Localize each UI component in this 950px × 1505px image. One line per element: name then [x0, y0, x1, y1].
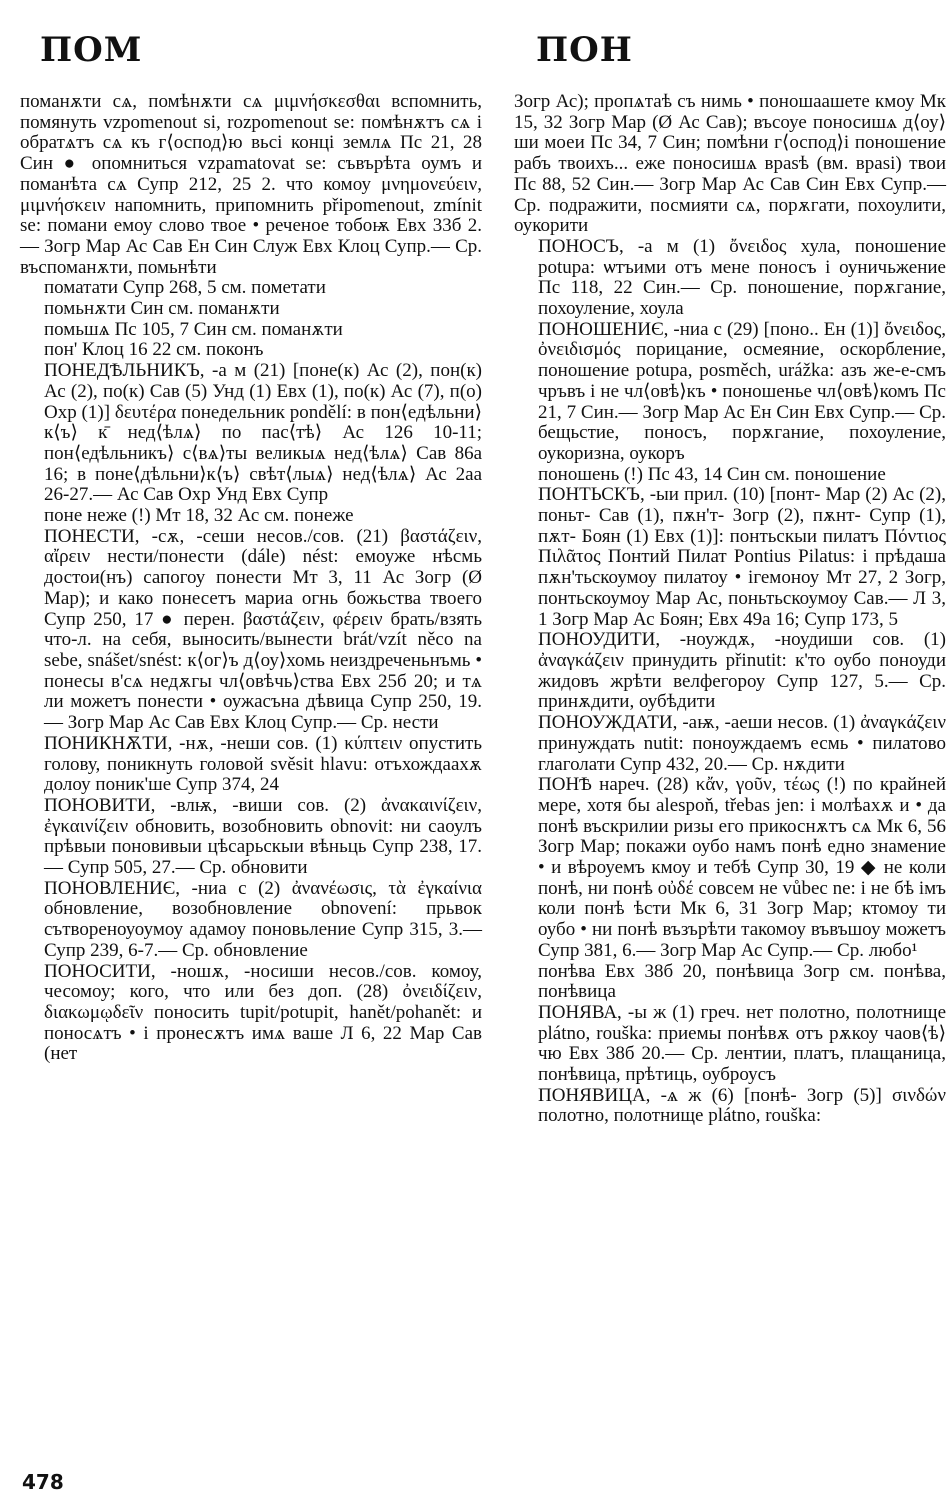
cross-ref-entry: поношень (!) Пс 43, 14 Син см. поношение: [538, 463, 886, 485]
running-head-right: ПОН: [536, 30, 633, 70]
entry: ПОНОУЖДАТИ, -аѭ, -аеши несов. (1) ἀναγκάζειν принуждать nutit: поноуждаемъ есмь • пилатово глаголати Супр 432, 20.— Ср. нѫдити: [538, 712, 946, 775]
entry: ПОНОШЕНИЄ, -ниа с (29) [поно.. Ен (1)] ὄνειδος, ὀνειδισμός порицание, осмеяние, оскорбление, поношение potupa, posměch, urážka: азъ же-е-смъ чръвъ і не чл⟨овѣ⟩къ • поношенье чл⟨овѣ⟩комъ Пс 21, 7 Син.— Зогр Мар Ас Ен Син Евх Супр.— Ср. бещьстие, поносъ, порѫгание, похоуление, оукоризна, оукоръ: [538, 318, 946, 464]
entry: ПОНѢ нареч. (28) κἄν, γοῦν, τέως (!) по крайней мере, хотя бы alespoň, třebas jen: і молѣахѫ и • да понѣ въскрилии ризы его прикоснѫтъ сѧ Мк 6, 56 Зогр Мар; покажи оубо намъ понѣ едно знамение • и вѣроуемъ кмоу и тебѣ Супр 30, 19 ◆ не коли понѣ, ни понѣ οὐδέ совсем не vůbec ne: і не бѣ імъ коли понѣ ѣсти Мк 6, 31 Зогр Мар; ктомоу ти оубо • ни понѣ възърѣти такомоу въвъшоу можетъ Супр 381, 6.— Зогр Мар Ас Супр.— Ср. любо¹: [538, 774, 946, 961]
cross-ref-entry: понѣва Евх 38б 20, понѣвица Зогр см. понѣва, понѣвица: [538, 960, 946, 1003]
entry: поманѫти сѧ, помѣнѫти сѧ μιμνήσκεσθαι вспомнить, помянуть vzpomenout si, rozpomenout se: помѣнѫтъ сѧ і обратѧтъ сѧ къ г⟨оспод⟩ю вьсі конці землѧ Пс 21, 28 Син ● опомниться vzpamatovat se: съвърѣта оумъ и поманѣта сѧ Супр 212, 25 2. что комоу μνημονεύειν, μιμνήσκειν напомнить, припомнить připomenout, zmínit se: помани емоу слово твое • реченое тобоѭ Евх 33б 2.— Зогр Мар Ас Сав Ен Син Служ Евх Клоц Супр.— Ср. въспоманѫти, помьнѣти: [20, 91, 482, 278]
entry: ПОНОВЛЕНИЄ, -ниа с (2) ἀνανέωσις, τὰ ἐγκαίνια обновление, возобновление obnovení: прьвок сътвореноуоумоу адамоу поновьление Супр 315, 3.— Супр 239, 6-7.— Ср. обновление: [44, 877, 482, 961]
entry: ПОНОУДИТИ, -ноуждѫ, -ноудиши сов. (1) ἀναγκάζειν принудить přinutit: к'то оубо поноуди жидовъ жрѣти велфегороу Супр 127, 5.— Ср. принѫдити, оубѣдити: [538, 629, 946, 713]
entry: ПОНОВИТИ, -влѭ, -виши сов. (2) ἀνακαινίζειν, ἐγκαινίζειν обновить, возобновить obnovit: ни саоулъ прѣвыи поновивыи цѣсарьскыи вѣньць Супр 238, 17.— Супр 505, 27.— Ср. обновити: [44, 794, 482, 879]
entry: ПОНЕСТИ, -сѫ, -сеши несов./сов. (21) βαστάζειν, αἴρειν нести/понести (dále) nést: емоуже нѣсмь достои(нъ) сапогоу понести Мт 3, 11 Ас Зогр (Ø Мар); и како понесетъ мариа огнь божьства твоего Супр 250, 17 ● перен. βαστάζειν, φέρειν брать/взять что-л. на себя, выносить/вынести brát/vzít něco na sebe, snášet/snést: к⟨ог⟩ъ д⟨оу⟩хомь неиздреченьнъмь • понесы в'сѧ недѫгы чл⟨овѣчь⟩ства Евх 25б 20; и тѧ ли можетъ понести • оужасъна дѣвица Супр 250, 19.— Зогр Мар Ас Сав Евх Клоц Супр.— Ср. нести: [44, 525, 482, 734]
entry: ПОНЕДѢЛЬНИКЪ, -а м (21) [поне(к) Ас (2), пон(к) Ас (2), по(к) Сав (5) Унд (1) Евх (1), по(к) Ас (7), п(о) Охр (1)] δευτέρα понедельник pondělí: в пон⟨едѣльни⟩к⟨ъ⟩ к̄ нед⟨ѣлѧ⟩ по пас⟨тѣ⟩ Ас 126 10-11; пон⟨едѣльникъ⟩ с⟨вѧ⟩ты великыѧ нед⟨ѣлѧ⟩ Сав 86а 16; в поне⟨дѣльни⟩к⟨ъ⟩ свѣт⟨лыѧ⟩ нед⟨ѣлѧ⟩ Ас 2аа 26-27.— Ас Сав Охр Унд Евх Супр: [44, 360, 482, 506]
entry: ПОНОСИТИ, -ношѫ, -носиши несов./сов. комоу, чесомоу; кого, что или без доп. (28) ὀνειδίζειν, διακωμῳδεῖν поносить tupit/potupit, hanět/pohanět: и поносѧтъ • і пронесѫтъ имѧ ваше Л 6, 22 Мар Сав (нет: [44, 960, 482, 1065]
right-column: [514, 92, 946, 1127]
entry: ПОНЯВА, -ы ж (1) греч. нет полотно, полотнище plátno, rouška: приемы понѣвѫ отъ рѫкоу чаов⟨ѣ⟩чю Евх 38б 20.— Ср. лентии, платъ, плащаница, понѣвица, прѣтиць, оуброусъ: [538, 1001, 946, 1086]
cross-ref-entry: помьшѧ Пс 105, 7 Син см. поманѫти: [44, 318, 343, 340]
cross-ref-entry: пон' Клоц 16 22 см. поконъ: [44, 339, 264, 361]
entry: ПОНЯВИЦА, -ѧ ж (6) [понѣ- Зогр (5)] σινδών полотно, полотнище plátno, rouška:: [538, 1084, 946, 1127]
entry: ПОНТЬСКЪ, -ыи прил. (10) [понт- Мар (2) Ас (2), поньт- Сав (1), пѫн'т- Зогр (2), пѫнт- Супр (1), пѫт- Боян (1) Евх (1)]: понтьскыи пилатъ Πόντιος Πιλᾶτος Понтий Пилат Pontius Pilatus: і прѣдаша пѫн'тьскоумоу пилатоу • ігемоноу Мт 27, 2 Зогр, понтьскоумоу Мар Ас, поньтьскоумоу Сав.— Л 3, 1 Зогр Мар Ас Боян; Евх 49а 16; Супр 173, 5: [538, 484, 946, 630]
cross-ref-entry: поматати Супр 268, 5 см. пометати: [44, 277, 326, 299]
running-head-left: ПОМ: [40, 30, 143, 70]
entry: ПОНОСЪ, -а м (1) ὄνειδος хула, поношение potupa: ѡтъими отъ мене поносъ і оуничьжение Пс 118, 22 Син.— Ср. поношение, порѫгание, похоуление, хоула: [538, 235, 946, 320]
cross-ref-entry: помьнѫти Син см. поманѫти: [44, 298, 280, 320]
entry: Зогр Ас); пропѧтаѣ съ нимь • поношаашете кмоу Мк 15, 32 Зогр Мар (Ø Ас Сав); въсоуе поносишѧ д⟨оу⟩ши моеи Пс 34, 7 Син; помѣни г⟨оспод⟩і поношение рабъ твоихъ... еже поносишѧ враѕѣ (вм. враѕі) твои Пс 88, 52 Син.— Зогр Мар Ас Сав Син Евх Супр.— Ср. подражити, посмияти сѧ, порѫгати, похоулити, оукорити: [514, 91, 946, 237]
page-number: 478: [22, 1470, 64, 1494]
left-column: [20, 92, 482, 1065]
entry: ПОНИКНѪТИ, -нѫ, -неши сов. (1) κύπτειν опустить голову, поникнуть головой svěsit hlavu: отъхождаахѫ долоу поник'ше Супр 374, 24: [44, 732, 482, 796]
cross-ref-entry: поне неже (!) Мт 18, 32 Ас см. понеже: [44, 505, 354, 527]
